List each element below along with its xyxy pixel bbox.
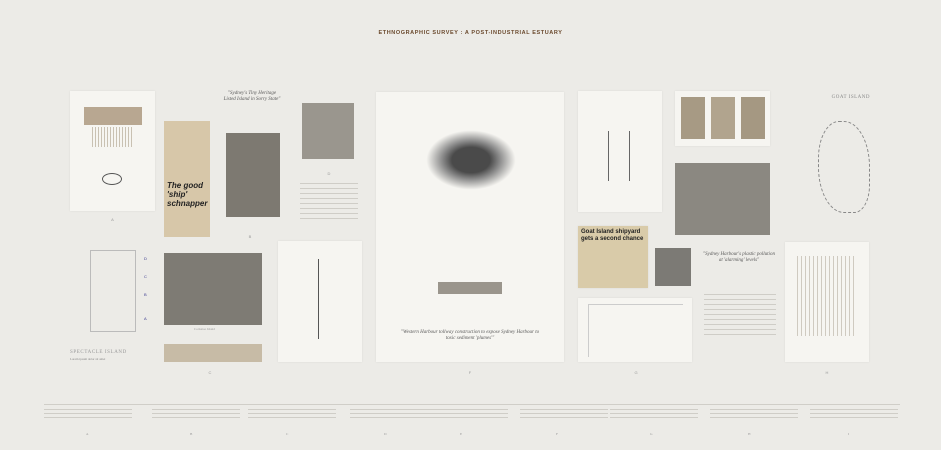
place-sub: Lorem ipsum dolor sit amet [70,357,106,361]
panel-c-map [70,230,158,360]
caption-col-3 [248,409,336,421]
caption-letter-c: C [286,432,289,436]
cockatoo-plan [90,250,136,332]
photo-1 [681,97,705,139]
marker-c: C [144,274,147,279]
place-name: SPECTACLE ISLAND [70,350,127,355]
caption-col-5 [420,409,508,421]
panel-c-letter: C [208,370,212,375]
aerial-photo-island [164,253,262,331]
newspaper-clipping [164,121,210,237]
marker-a: A [144,316,147,321]
panel-b-quote: "Sydney's Tiny Heritage Listed Island in Sorry State" [223,91,281,102]
clipping-headline: The good 'ship' schnapper [167,181,208,208]
panel-h [785,242,869,375]
panel-g-grid [578,298,692,362]
panel-b [164,91,282,239]
caption-letter-b: B [190,432,193,436]
caption-col-6 [520,409,608,421]
caption-col-1 [44,409,132,421]
caption-col-7 [610,409,698,421]
photo-3 [741,97,765,139]
caption-letter-g: G [650,432,653,436]
sketch-hatch [92,127,134,147]
goat-place: GOAT ISLAND [831,95,870,100]
aerial-photo-1 [675,163,770,235]
panel-h-letter: H [825,370,829,375]
caption-col-2 [152,409,240,421]
sketch-jetty [84,107,142,125]
panel-b-letter: B [248,234,252,239]
grid-lines [588,304,683,357]
gate-photo [226,133,280,217]
caption-divider [44,404,900,405]
page-title: ETHNOGRAPHIC SURVEY : A POST-INDUSTRIAL ESTUARY [378,30,563,36]
panel-f-quote: "Western Harbour tollway construction to expose Sydney Harbour to toxic sediment 'plumes'" [400,330,540,341]
caption-letter-a: A [86,432,89,436]
pier-lines [608,131,630,181]
caption-letter-i: I [848,432,850,436]
panel-h-text [704,294,776,336]
caption-letter-d: D [384,432,387,436]
caption-col-8 [710,409,798,421]
house-photo [302,103,354,159]
goat-outline [818,121,870,213]
panel-d-text [300,183,358,223]
panel-crane-drawing [278,241,362,362]
panel-f [376,92,564,375]
panel-g-clipping [578,226,648,288]
hull-photo [655,248,691,286]
debris-photo [164,344,262,362]
aerial-caption: Cockatoo Island [194,327,215,331]
panel-g-letter: G [634,370,638,375]
marker-b: B [144,292,147,297]
caption-letter-e: E [460,432,463,436]
panel-f-letter: F [468,370,472,375]
panel-a [70,91,155,222]
panel-goat-island [780,91,876,231]
crane-lines [318,259,319,339]
panel-d-letter: D [327,171,331,176]
photo-2 [711,97,735,139]
building-plan [797,256,857,336]
caption-col-9 [810,409,898,421]
panel-a-letter: A [111,217,114,222]
panel-d [298,85,360,235]
panel-photos-top [675,91,770,146]
marker-d: D [144,256,147,261]
panel-pier-drawing [578,91,662,212]
vessel-sketch [438,282,502,294]
estuary-map [426,130,516,190]
panel-h-quote: "Sydney Harbour's plastic pollution at 'alarming' levels" [703,252,775,263]
island-outline [102,173,122,185]
caption-letter-f: F [556,432,558,436]
g-headline: Goat Island shipyard gets a second chance [581,229,644,242]
caption-letter-h: H [748,432,751,436]
